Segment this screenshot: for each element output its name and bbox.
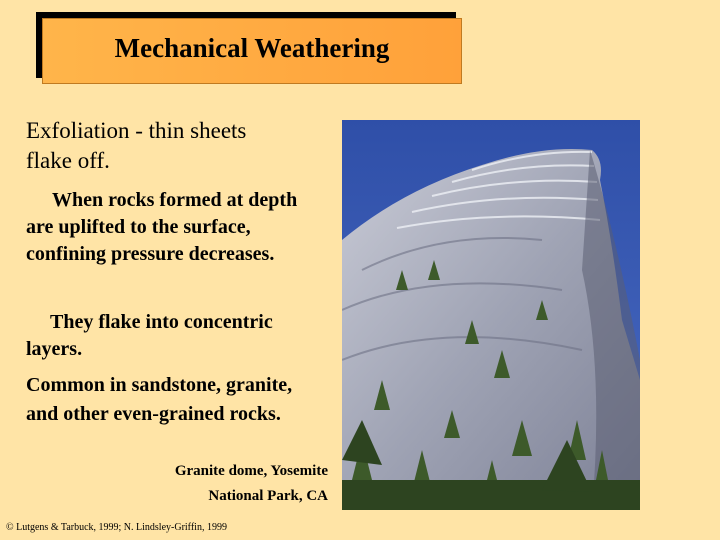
photo-caption-line-1: Granite dome, Yosemite xyxy=(174,463,328,479)
main-bullet-line-2: flake off. xyxy=(26,148,110,173)
main-bullet-line-1: Exfoliation - thin sheets xyxy=(26,118,247,143)
title-box xyxy=(42,18,462,84)
slide-title: Mechanical Weathering xyxy=(114,32,390,63)
paragraph-concentric: They flake into concentric layers. xyxy=(26,311,273,360)
paragraph-uplift: When rocks formed at depth are uplifted to the surface, confining pressure decreases. xyxy=(26,189,298,265)
paragraph-common: Common in sandstone, granite, and other even-grained rocks. xyxy=(26,374,293,425)
granite-dome-photo xyxy=(342,120,640,510)
copyright-notice: © Lutgens & Tarbuck, 1999; N. Lindsley-Griffin, 1999 xyxy=(6,522,227,533)
main-bullet xyxy=(26,116,326,176)
photo-caption-line-2: National Park, CA xyxy=(208,488,328,504)
